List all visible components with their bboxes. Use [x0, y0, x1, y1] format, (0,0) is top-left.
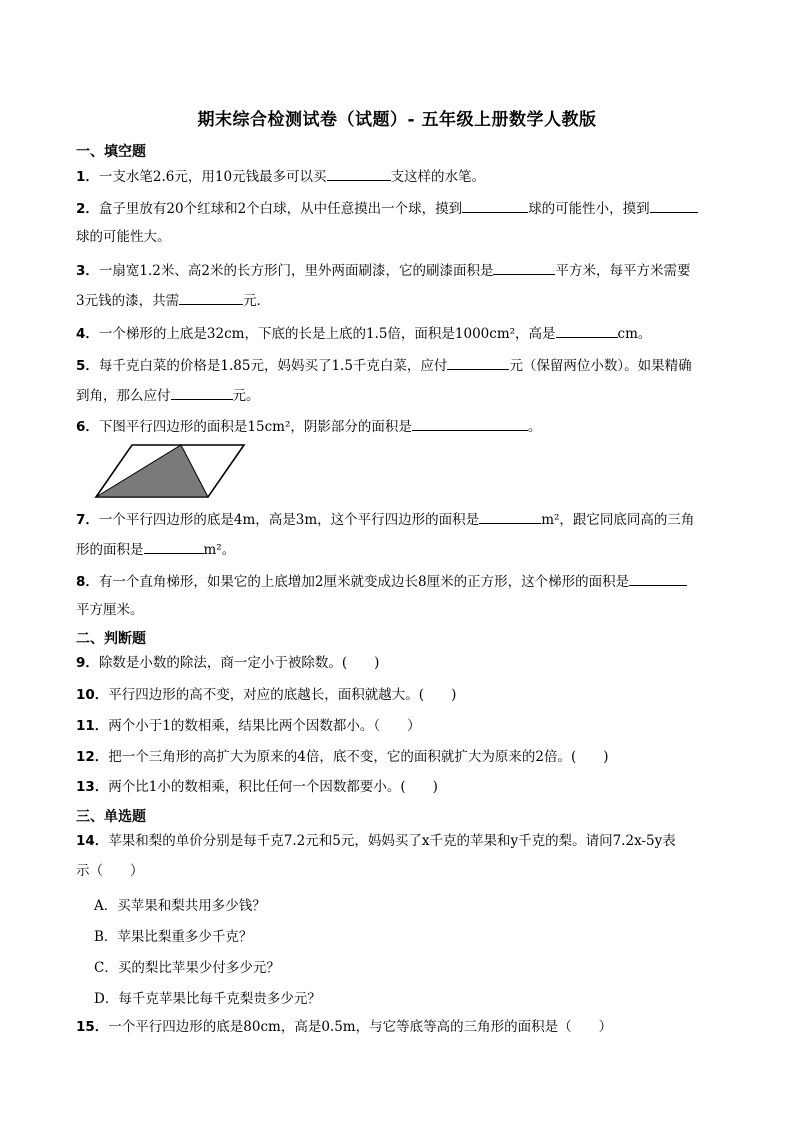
question-number: 10．	[76, 687, 109, 703]
question-7-cont	[76, 539, 235, 559]
question-14	[76, 832, 676, 850]
question-text: 一支水笔2.6元，用10元钱最多可以买	[98, 169, 327, 185]
question-text: m²。	[203, 542, 236, 558]
question-text: 元。	[232, 388, 260, 404]
question-text: 球的可能性小，摸到	[528, 201, 650, 217]
answer-blank[interactable]	[447, 355, 509, 370]
question-text: 一个平行四边形的底是80cm，高是0.5m，与它等底等高的三角形的面积是（ ）	[108, 1019, 613, 1035]
question-number: 15．	[76, 1019, 109, 1035]
question-7	[76, 509, 694, 529]
section-fill-in-blank: 一、填空题	[76, 144, 146, 160]
question-text: 一个梯形的上底是32cm，下底的长是上底的1.5倍，面积是1000cm²，高是	[98, 326, 556, 342]
question-11	[76, 717, 421, 735]
question-text: 苹果和梨的单价分别是每千克7.2元和5元，妈妈买了x千克的苹果和y千克的梨。请问7.2x-5y表	[108, 833, 676, 849]
question-number: 5．	[76, 358, 99, 374]
question-4	[76, 323, 651, 343]
answer-blank[interactable]	[144, 539, 204, 554]
question-2-cont	[76, 228, 171, 246]
question-number: 13．	[76, 779, 109, 795]
answer-blank[interactable]	[171, 385, 233, 400]
question-number: 3．	[76, 263, 99, 279]
question-5-cont	[76, 385, 260, 405]
question-text: 两个比1小的数相乘，积比任何一个因数都要小。( )	[108, 779, 438, 795]
answer-blank[interactable]	[479, 509, 541, 524]
question-text: 把一个三角形的高扩大为原来的4倍，底不变，它的面积就扩大为原来的2倍。( )	[108, 749, 609, 765]
question-text: 除数是小数的除法，商一定小于被除数。( )	[98, 655, 380, 671]
question-text: 每千克白菜的价格是1.85元，妈妈买了1.5千克白菜，应付	[98, 358, 448, 374]
question-text: 元．	[243, 293, 271, 309]
option-c[interactable]: C．买的梨比苹果少付多少元？	[94, 960, 280, 976]
question-1	[76, 166, 485, 186]
question-12	[76, 748, 609, 766]
question-text: 示（ ）	[76, 863, 144, 879]
question-text: cm。	[617, 326, 652, 342]
question-text: 支这样的水笔。	[390, 169, 486, 185]
question-number: 4．	[76, 326, 99, 342]
question-14-cont	[76, 862, 144, 880]
question-8	[76, 571, 687, 591]
question-3	[76, 260, 690, 280]
question-10	[76, 686, 456, 704]
exam-title: 期末综合检测试卷（试题）- 五年级上册数学人教版	[197, 110, 597, 130]
question-text: 平方米，每平方米需要	[555, 263, 691, 279]
question-text: 。	[527, 419, 542, 435]
question-text: 到角，那么应付	[76, 388, 171, 404]
answer-blank[interactable]	[412, 416, 528, 431]
answer-blank[interactable]	[650, 198, 698, 213]
option-b[interactable]: B．苹果比梨重多少千克？	[94, 929, 253, 945]
question-6	[76, 416, 541, 436]
option-d[interactable]: D．每千克苹果比每千克梨贵多少元？	[94, 991, 321, 1007]
question-2	[76, 198, 698, 218]
section-single-choice: 三、单选题	[76, 809, 146, 825]
answer-blank[interactable]	[556, 323, 618, 338]
question-number: 11．	[76, 718, 109, 734]
question-number: 8．	[76, 574, 99, 590]
question-text: 元（保留两位小数）。如果精确	[509, 358, 692, 374]
question-text: 形的面积是	[76, 542, 144, 558]
question-text: 两个小于1的数相乘，结果比两个因数都小。（ ）	[108, 718, 421, 734]
question-text: 平行四边形的高不变，对应的底越长，面积就越大。( )	[108, 687, 457, 703]
question-number: 2．	[76, 201, 99, 217]
question-number: 1．	[76, 169, 99, 185]
answer-blank[interactable]	[493, 260, 555, 275]
option-a[interactable]: A．买苹果和梨共用多少钱？	[94, 898, 266, 914]
question-text: 平方厘米。	[76, 602, 144, 618]
question-text: 一个平行四边形的底是4m，高是3m，这个平行四边形的面积是	[98, 512, 480, 528]
question-8-cont	[76, 601, 144, 619]
section-true-false: 二、判断题	[76, 631, 146, 647]
question-number: 9．	[76, 655, 99, 671]
answer-blank[interactable]	[327, 166, 391, 181]
answer-blank[interactable]	[462, 198, 528, 213]
question-text: 盒子里放有20个红球和2个白球，从中任意摸出一个球，摸到	[98, 201, 463, 217]
question-text: 一扇宽1.2米、高2米的长方形门，里外两面刷漆，它的刷漆面积是	[98, 263, 494, 279]
question-9	[76, 654, 379, 672]
question-number: 12．	[76, 749, 109, 765]
parallelogram-figure	[94, 443, 246, 499]
question-number: 7．	[76, 512, 99, 528]
question-text: 3元钱的漆，共需	[76, 293, 180, 309]
question-text: 球的可能性大。	[76, 229, 171, 245]
question-number: 14．	[76, 833, 109, 849]
question-15	[76, 1018, 612, 1036]
question-3-cont	[76, 290, 270, 310]
question-number: 6．	[76, 419, 99, 435]
question-13	[76, 778, 438, 796]
question-text: m²，跟它同底同高的三角	[541, 512, 695, 528]
question-text: 下图平行四边形的面积是15cm²，阴影部分的面积是	[98, 419, 412, 435]
answer-blank[interactable]	[629, 571, 687, 586]
answer-blank[interactable]	[179, 290, 243, 305]
question-5	[76, 355, 692, 375]
question-text: 有一个直角梯形，如果它的上底增加2厘米就变成边长8厘米的正方形，这个梯形的面积是	[98, 574, 630, 590]
